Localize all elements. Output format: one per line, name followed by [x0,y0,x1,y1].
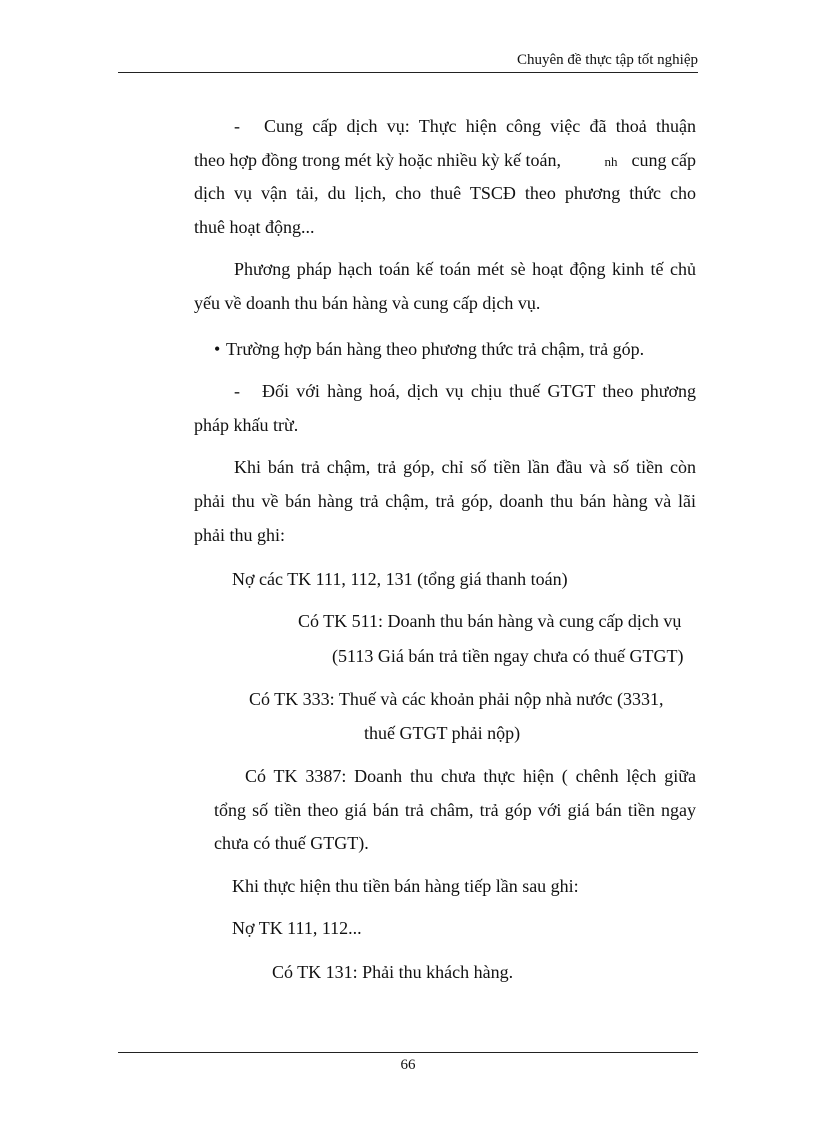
text-line: phải thu ghi: [194,525,285,545]
page-number: 66 [400,1057,416,1073]
dash-marker: - [234,381,240,401]
text-fragment: cung cấp [631,150,696,170]
text-line: thuê hoạt động... [194,217,315,237]
entry-line: thuế GTGT phải nộp) [364,723,521,743]
text-line: dịch vụ vận tải, du lịch, cho thuê TSCĐ theo phương thức cho [194,183,696,203]
entry-line: (5113 Giá bán trả tiền ngay chưa có thuế GTGT) [332,646,684,666]
footer-rule [118,1052,698,1053]
text-line: Trường hợp bán hàng theo phương thức trả chậm, trả góp. [226,339,645,359]
entry-line: Có TK 131: Phải thu khách hàng. [272,962,514,982]
entry-line: tổng số tiền theo giá bán trả châm, trả góp với giá bán tiền ngay [214,800,696,820]
entry-line: Có TK 333: Thuế và các khoản phải nộp nhà nước (3331, [249,689,664,709]
header-rule [118,72,698,73]
entry-line: Có TK 511: Doanh thu bán hàng và cung cấp dịch vụ [298,611,682,631]
bullet-icon: • [214,339,221,359]
running-header: Chuyên đề thực tập tốt nghiệp [516,52,698,68]
text-fragment: theo hợp đồng trong mét kỳ hoặc nhiều kỳ kế toán, [194,150,561,170]
text-line: Khi bán trả chậm, trả góp, chỉ số tiền lần đầu và số tiền còn [234,457,696,477]
text-line: Đối với hàng hoá, dịch vụ chịu thuế GTGT theo phương [262,381,696,401]
text-line: phải thu về bán hàng trả chậm, trả góp, doanh thu bán hàng và lãi [194,491,696,511]
entry-line: Nợ TK 111, 112... [232,918,362,938]
entry-line: Có TK 3387: Doanh thu chưa thực hiện ( chênh lệch giữa [245,766,696,786]
text-line: Phương pháp hạch toán kế toán mét sè hoạt động kinh tế chủ [234,259,696,279]
text-fragment: nh [604,154,618,169]
entry-line: Nợ các TK 111, 112, 131 (tổng giá thanh toán) [232,569,568,589]
text-line [194,150,696,172]
text-fragment-group [605,150,696,172]
dash-marker: - [234,116,240,136]
text-line: Cung cấp dịch vụ: Thực hiện công việc đã thoả thuận [264,116,696,136]
text-line: yếu về doanh thu bán hàng và cung cấp dịch vụ. [194,293,541,313]
text-line: pháp khấu trừ. [194,415,299,435]
entry-line: chưa có thuế GTGT). [214,833,369,853]
text-line: Khi thực hiện thu tiền bán hàng tiếp lần sau ghi: [232,876,579,896]
